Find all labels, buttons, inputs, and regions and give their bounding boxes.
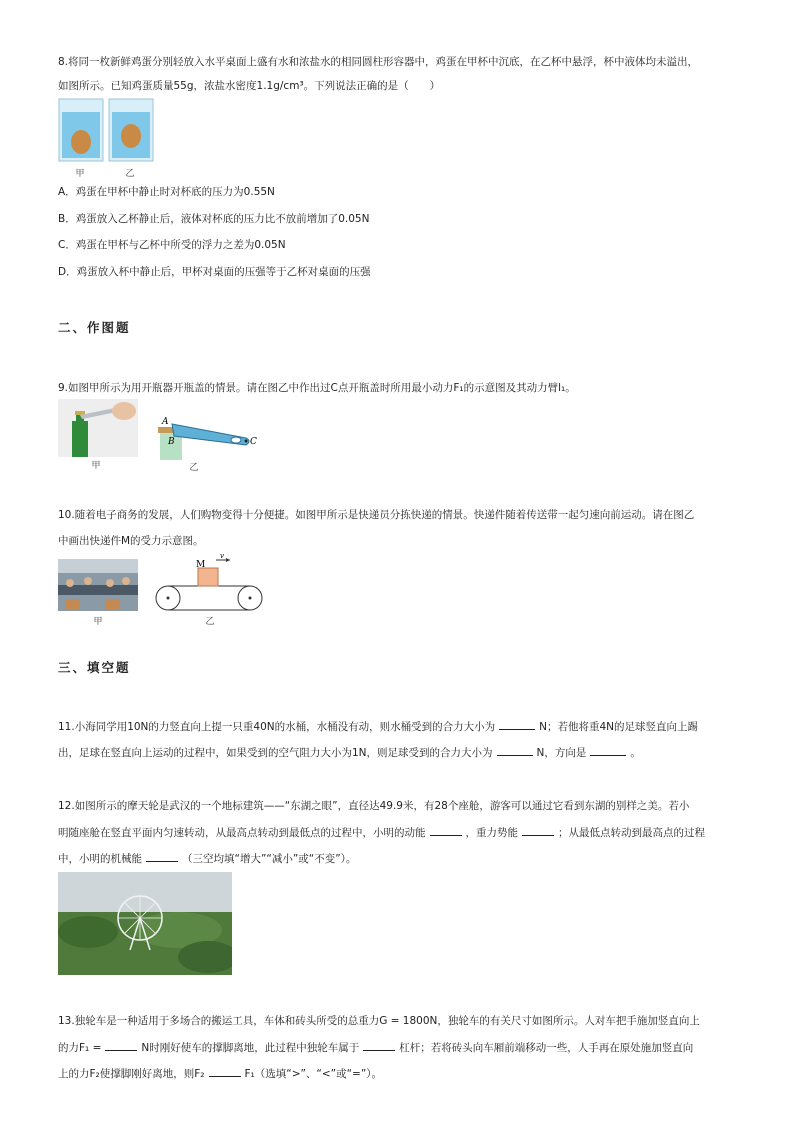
label-v: v [220,553,224,560]
q12-blank-2 [522,825,554,836]
q10-caption-jia: 甲 [93,617,103,627]
q9-photo-opener [58,399,138,457]
bottle-icon [72,421,88,457]
q10-conveyor-diagram [154,553,266,615]
q10-photo-sorting [58,559,138,611]
q9-caption-yi: 乙 [189,463,199,473]
q12-blank-3 [146,851,178,862]
label-m: M [196,560,206,570]
q8-option-b: B．鸡蛋放入乙杯静止后，液体对杯底的压力比不放前增加了0.05N [58,213,370,225]
q12-line1: 12.如图所示的摩天轮是武汉的一个地标建筑——“东湖之眼”，直径达49.9米，有28个座舱，游客可以通过它看到东湖的别样之美。若小 [58,800,690,812]
q10-caption-yi: 乙 [205,617,215,627]
q13-blank-2 [363,1040,395,1051]
q8-egg-cups-figure [58,98,154,164]
q8-option-c: C．鸡蛋在甲杯与乙杯中所受的浮力之差为0.05N [58,239,286,251]
q12-line3: 中，小明的机械能 （三空均填“增大”“减小”或“不变”）。 [58,853,357,865]
q9-diagram-opener [154,410,262,460]
section-heading-drawing: 二、作图题 [58,320,131,335]
label-a: A [162,417,169,427]
q12-blank-1 [430,825,462,836]
label-b: B [168,437,175,447]
q13-line1: 13.独轮车是一种适用于多场合的搬运工具，车体和砖头所受的总重力G = 1800N，独轮车的有关尺寸如图所示。人对车把手施加竖直向上 [58,1015,700,1027]
package-m [198,568,218,586]
q13-blank-1 [105,1040,137,1051]
q8-caption-yi: 乙 [125,169,135,179]
label-c: C [250,437,257,447]
sky [58,872,232,912]
section-heading-fill: 三、填空题 [58,660,131,675]
q8-line2: 如图所示。已知鸡蛋质量55g，浓盐水密度1.1g/cm³。下列说法正确的是（ ） [58,80,441,92]
q13-blank-3 [209,1066,241,1077]
q11-blank-1 [499,719,535,730]
q12-ferris-wheel-photo [58,872,232,975]
q13-line3: 上的力F₂使撑脚刚好离地，则F₂ F₁（选填“>”、“<”或“=”）。 [58,1068,383,1080]
q11-line2: 出，足球在竖直向上运动的过程中，如果受到的空气阻力大小为1N，则足球受到的合力大小为 N，方向是 。 [58,747,641,759]
q13-line2: 的力F₁ = N时刚好使车的撑脚离地，此过程中独轮车属于 杠杆；若将砖头向车厢前端移动一些，人手再在原处施加竖直向 [58,1042,694,1054]
q11-blank-2 [497,745,533,756]
q8-caption-jia: 甲 [75,169,85,179]
q8-option-a: A．鸡蛋在甲杯中静止时对杯底的压力为0.55N [58,186,275,198]
q8-line1: 8.将同一枚新鲜鸡蛋分别轻放入水平桌面上盛有水和浓盐水的相同圆柱形容器中，鸡蛋在甲杯中沉底，在乙杯中悬浮，杯中液体均未溢出， [58,56,699,68]
q11-blank-3 [590,745,626,756]
q9-caption-jia: 甲 [91,461,101,471]
hand-icon [112,402,136,420]
q11-line1: 11.小海同学用10N的力竖直向上提一只重40N的水桶，水桶没有动，则水桶受到的合力大小为 N；若他将重4N的足球竖直向上踢 [58,721,699,733]
q8-option-d: D．鸡蛋放入杯中静止后，甲杯对桌面的压强等于乙杯对桌面的压强 [58,266,371,278]
q10-line2: 中画出快递件M的受力示意图。 [58,535,204,547]
egg-yi-icon [121,124,141,148]
q9-text: 9.如图甲所示为用开瓶器开瓶盖的情景。请在图乙中作出过C点开瓶盖时所用最小动力F₁的示意图及其动力臂l₁。 [58,382,576,394]
q12-line2: 明随座舱在竖直平面内匀速转动，从最高点转动到最低点的过程中，小明的动能 ，重力势能 ；从最低点转动到最高点的过程 [58,827,705,839]
q10-line1: 10.随着电子商务的发展，人们购物变得十分便捷。如图甲所示是快递员分拣快递的情景。快递件随着传送带一起匀速向前运动。请在图乙 [58,509,695,521]
egg-jia-icon [71,130,91,154]
